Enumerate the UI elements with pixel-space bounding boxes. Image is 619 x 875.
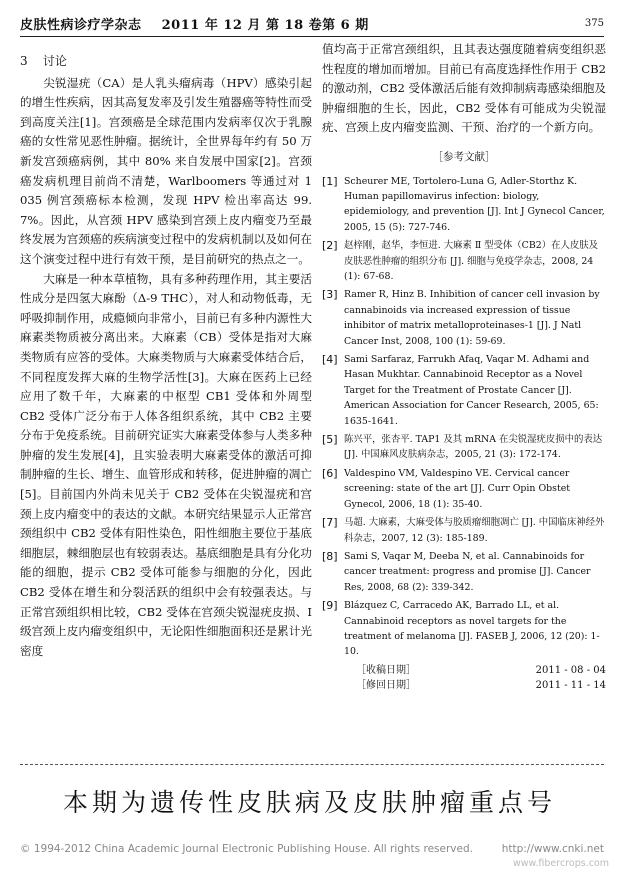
journal-name: 皮肤性病诊疗学杂志	[20, 18, 142, 33]
revised-label: ［修回日期］	[356, 679, 416, 691]
section-title: 讨论	[42, 54, 67, 68]
reference-text: Blázquez C, Carracedo AK, Barrado LL, et al. Cannabinoid receptors as novel targets for the treatment of melanoma [J]. FASEB J, 2006, 12 (20): 1-10.	[344, 600, 600, 658]
submission-dates	[322, 663, 606, 693]
reference-number: [3]	[322, 288, 338, 302]
reference-item	[322, 466, 606, 512]
reference-text: 赵梓刚，赵华，李恒进. 大麻素 Ⅱ 型受体（CB2）在人皮肤及皮肤恶性肿瘤的组织分布 [J]. 细胞与免疫学杂志，2008, 24 (1): 67-68.	[344, 240, 598, 282]
issue-feature-title: 本期为遗传性皮肤病及皮肤肿瘤重点号	[62, 788, 556, 817]
page-footer	[20, 843, 604, 855]
header-divider	[20, 36, 604, 37]
reference-item	[322, 287, 606, 349]
reference-text: 陈兴平，张杏平. TAP1 及其 mRNA 在尖锐湿疣皮损中的表达 [J]. 中国麻风皮肤病杂志，2005, 21 (3): 172-174.	[344, 434, 603, 461]
reference-item	[322, 432, 606, 463]
reference-item	[322, 598, 606, 660]
reference-text: Sami Sarfaraz, Farrukh Afaq, Vaqar M. Adhami and Hasan Mukhtar. Cannabinoid Receptor as a Novel Target for the Treatment of Prostate Cancer [J]. American Association for Cancer Research, 2005, 65: 1635-1641.	[344, 354, 599, 427]
reference-number: [2]	[322, 239, 338, 253]
reference-text: Ramer R, Hinz B. Inhibition of cancer cell invasion by cannabinoids via increased expression of tissue inhibitor of matrix metalloproteinases-1 [J]. J Natl Cancer Inst, 2008, 100 (1): 59-69.	[344, 289, 600, 347]
journal-issue: 2011 年 12 月 第 18 卷第 6 期	[161, 18, 369, 33]
reference-number: [9]	[322, 599, 338, 613]
revised-date-row	[322, 678, 606, 693]
reference-number: [7]	[322, 516, 338, 530]
reference-item	[322, 174, 606, 236]
reference-item	[322, 549, 606, 595]
body-paragraph-3: 值均高于正常宫颈组织，且其表达强度随着病变组织恶性程度的增加而增加。目前已有高度选择性作用于 CB2 的激动剂，CB2 受体激活后能有效抑制病毒感染细胞及肿瘤细胞的生长，因此，CB2 受体有可能成为尖锐湿疣、宫颈上皮内瘤变监测、干预、治疗的一个新方向。	[322, 42, 606, 135]
references-heading: ［参考文献］	[432, 150, 496, 163]
dashed-divider	[20, 764, 604, 765]
journal-issue-line	[20, 14, 369, 33]
revised-date: 2011 - 11 - 14	[535, 679, 606, 691]
reference-item	[322, 515, 606, 546]
reference-number: [6]	[322, 466, 338, 480]
page-number: 375	[584, 18, 604, 29]
cnki-link[interactable]: http://www.cnki.net	[501, 843, 604, 855]
reference-number: [1]	[322, 174, 338, 188]
reference-text: Scheurer ME, Tortolero-Luna G, Adler-Storthz K. Human papillomavirus infection: biology, epidemiology, and prevention [J]. Int J Gynecol Cancer, 2005, 15 (5): 727-746.	[344, 175, 605, 233]
reference-number: [5]	[322, 433, 338, 447]
left-column	[20, 48, 312, 661]
right-column	[322, 40, 606, 693]
section-number: 3	[20, 54, 28, 68]
reference-number: [8]	[322, 549, 338, 563]
reference-text: 马超. 大麻素，大麻受体与胶质瘤细胞凋亡 [J]. 中国临床神经外科杂志，2007, 12 (3): 185-189.	[344, 517, 605, 544]
reference-item	[322, 352, 606, 429]
reference-text: Valdespino VM, Valdespino VE. Cervical cancer screening: state of the art [J]. Curr Opin Obstet Gynecol, 2006, 18 (1): 35-40.	[344, 467, 571, 510]
reference-number: [4]	[322, 353, 338, 367]
copyright-notice: © 1994-2012 China Academic Journal Electronic Publishing House. All rights reserved.	[20, 843, 473, 855]
body-paragraph-1: 尖锐湿疣（CA）是人乳头瘤病毒（HPV）感染引起的增生性疾病，因其高复发率及引发生殖器癌等特性而受到高度关注[1]。宫颈癌是全球范围内发病率仅次于乳腺癌的女性常见恶性肿瘤。据统计，全世界每年约有 50 万新发宫颈癌病例，其中 80% 来自发展中国家[2]。宫颈癌发病机理目前尚不清楚，Warlboomers 等通过对 1 035 例宫颈癌标本检测，发现 HPV 检出率高达 99. 7%。因此，从宫颈 HPV 感染到宫颈上皮内瘤变乃至最终发展为宫颈癌的疾病演变过程中的发病机制以及如何在这个演变过程中进行有效干预，是目前研究的热点之一。	[20, 75, 312, 266]
section-heading	[20, 52, 312, 72]
page-header	[20, 8, 604, 36]
body-paragraph-2: 大麻是一种本草植物，具有多种药理作用，其主要活性成分是四氢大麻酚（Δ-9 THC），对人和动物低毒，无呼吸抑制作用，成瘾倾向非常小，目前已有多种内源性大麻素类物质被分离出来。大麻素（CB）受体是指对大麻类物质有应答的受体。大麻类物质与大麻素受体结合后，不同程度发挥大麻的生物学活性[3]。大麻在医药上已经应用了数千年，大麻素的中枢型 CB1 受体和外周型 CB2 受体广泛分布于人体各组织系统，其中 CB2 主要分布于免疫系统。目前研究证实大麻素受体参与人类多种肿瘤的发生发展[4]，且实验表明大麻素受体的激活可抑制肿瘤的生长、增生、血管形成和转移，促进肿瘤的凋亡[5]。目前国内外尚未见关于 CB2 受体在尖锐湿疣和宫颈上皮内瘤变中的表达的文献。本研究结果显示人正常宫颈组织中 CB2 受体有阳性染色，阳性细胞主要位于基底细胞层，棘细胞层也有较弱表达。基底细胞是具有分化功能的细胞，提示 CB2 受体可能参与细胞的分化，因此 CB2 受体在增生和分裂活跃的组织中会有较强表达。与正常宫颈组织相比较，CB2 受体在宫颈尖锐湿疣皮损、Ⅰ级宫颈上皮内瘤变组织中，无论阳性细胞面积还是累计光密度	[20, 271, 312, 658]
received-date-row	[322, 663, 606, 678]
reference-list	[322, 174, 606, 660]
received-label: ［收稿日期］	[356, 664, 416, 676]
site-watermark: www.fibercrops.com	[512, 858, 609, 869]
received-date: 2011 - 08 - 04	[535, 664, 606, 676]
reference-item	[322, 238, 606, 284]
reference-text: Sami S, Vaqar M, Deeba N, et al. Cannabinoids for cancer treatment: progress and promise [J]. Cancer Res, 2008, 68 (2): 339-342.	[344, 550, 591, 593]
